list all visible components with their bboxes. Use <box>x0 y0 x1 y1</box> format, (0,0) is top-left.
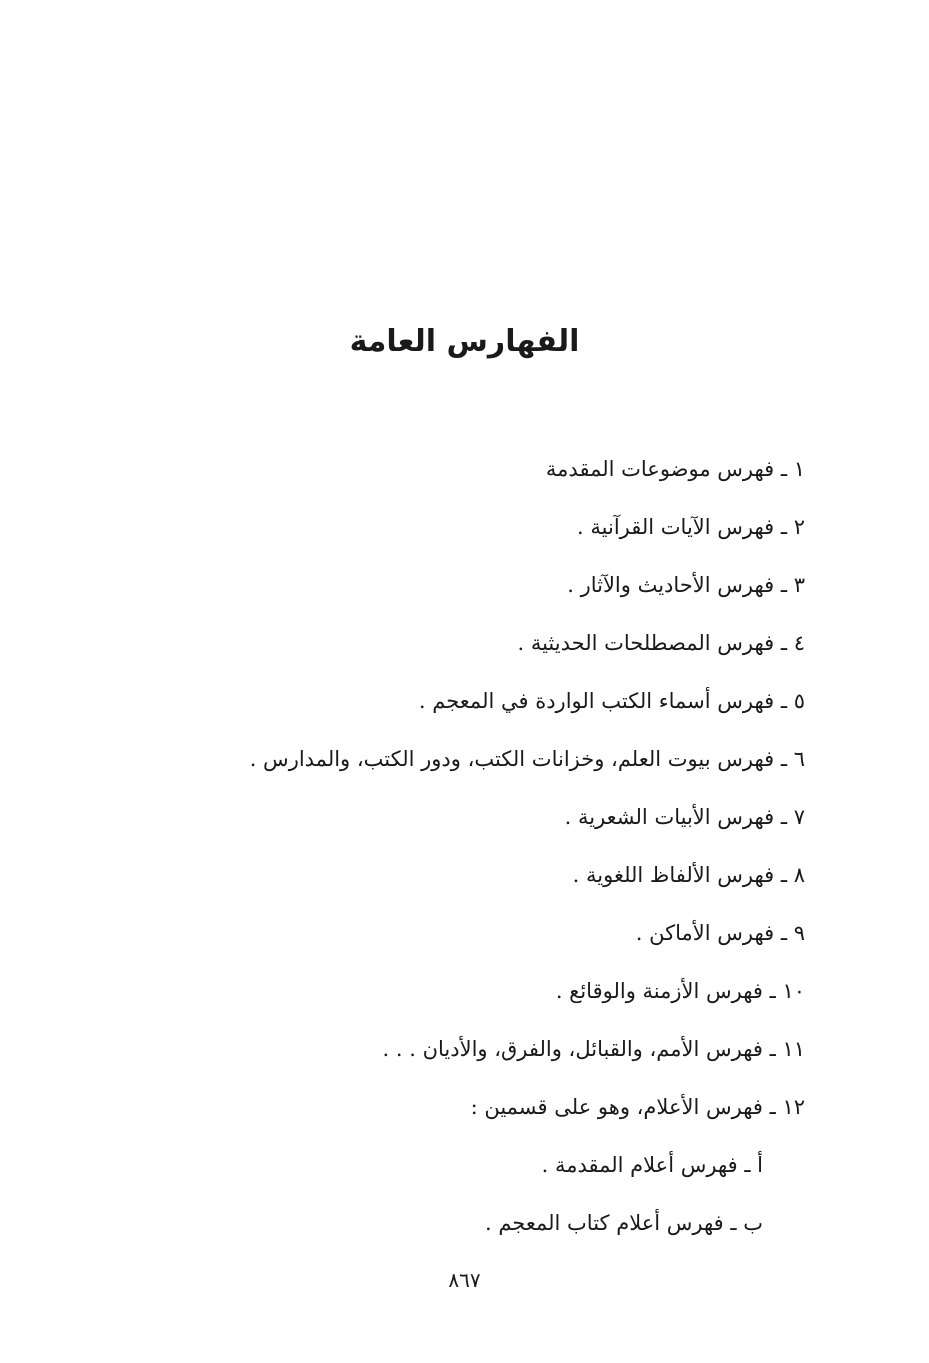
index-item: ٧ ـ فهرس الأبيات الشعرية . <box>564 805 805 829</box>
index-subitem: ب ـ فهرس أعلام كتاب المعجم . <box>484 1211 763 1235</box>
index-item: ١ ـ فهرس موضوعات المقدمة <box>545 457 805 481</box>
index-list <box>45 448 805 1260</box>
index-item: ١٢ ـ فهرس الأعلام، وهو على قسمين : <box>470 1095 805 1119</box>
index-item: ١١ ـ فهرس الأمم، والقبائل، والفرق، والأديان . . . <box>382 1037 805 1061</box>
index-item: ٦ ـ فهرس بيوت العلم، وخزانات الكتب، ودور الكتب، والمدارس . <box>249 747 805 771</box>
index-item: ٩ ـ فهرس الأماكن . <box>635 921 805 945</box>
page-number: ٨٦٧ <box>448 1268 481 1292</box>
index-item: ٤ ـ فهرس المصطلحات الحديثية . <box>517 631 805 655</box>
index-subitem: أ ـ فهرس أعلام المقدمة . <box>541 1153 763 1177</box>
index-item: ١٠ ـ فهرس الأزمنة والوقائع . <box>555 979 805 1003</box>
index-item: ٥ ـ فهرس أسماء الكتب الواردة في المعجم . <box>418 689 805 713</box>
index-item: ٢ ـ فهرس الآيات القرآنية . <box>577 515 805 539</box>
page-title: الفهارس العامة <box>349 324 580 359</box>
index-item: ٨ ـ فهرس الألفاظ اللغوية . <box>572 863 805 887</box>
index-item: ٣ ـ فهرس الأحاديث والآثار . <box>567 573 805 597</box>
